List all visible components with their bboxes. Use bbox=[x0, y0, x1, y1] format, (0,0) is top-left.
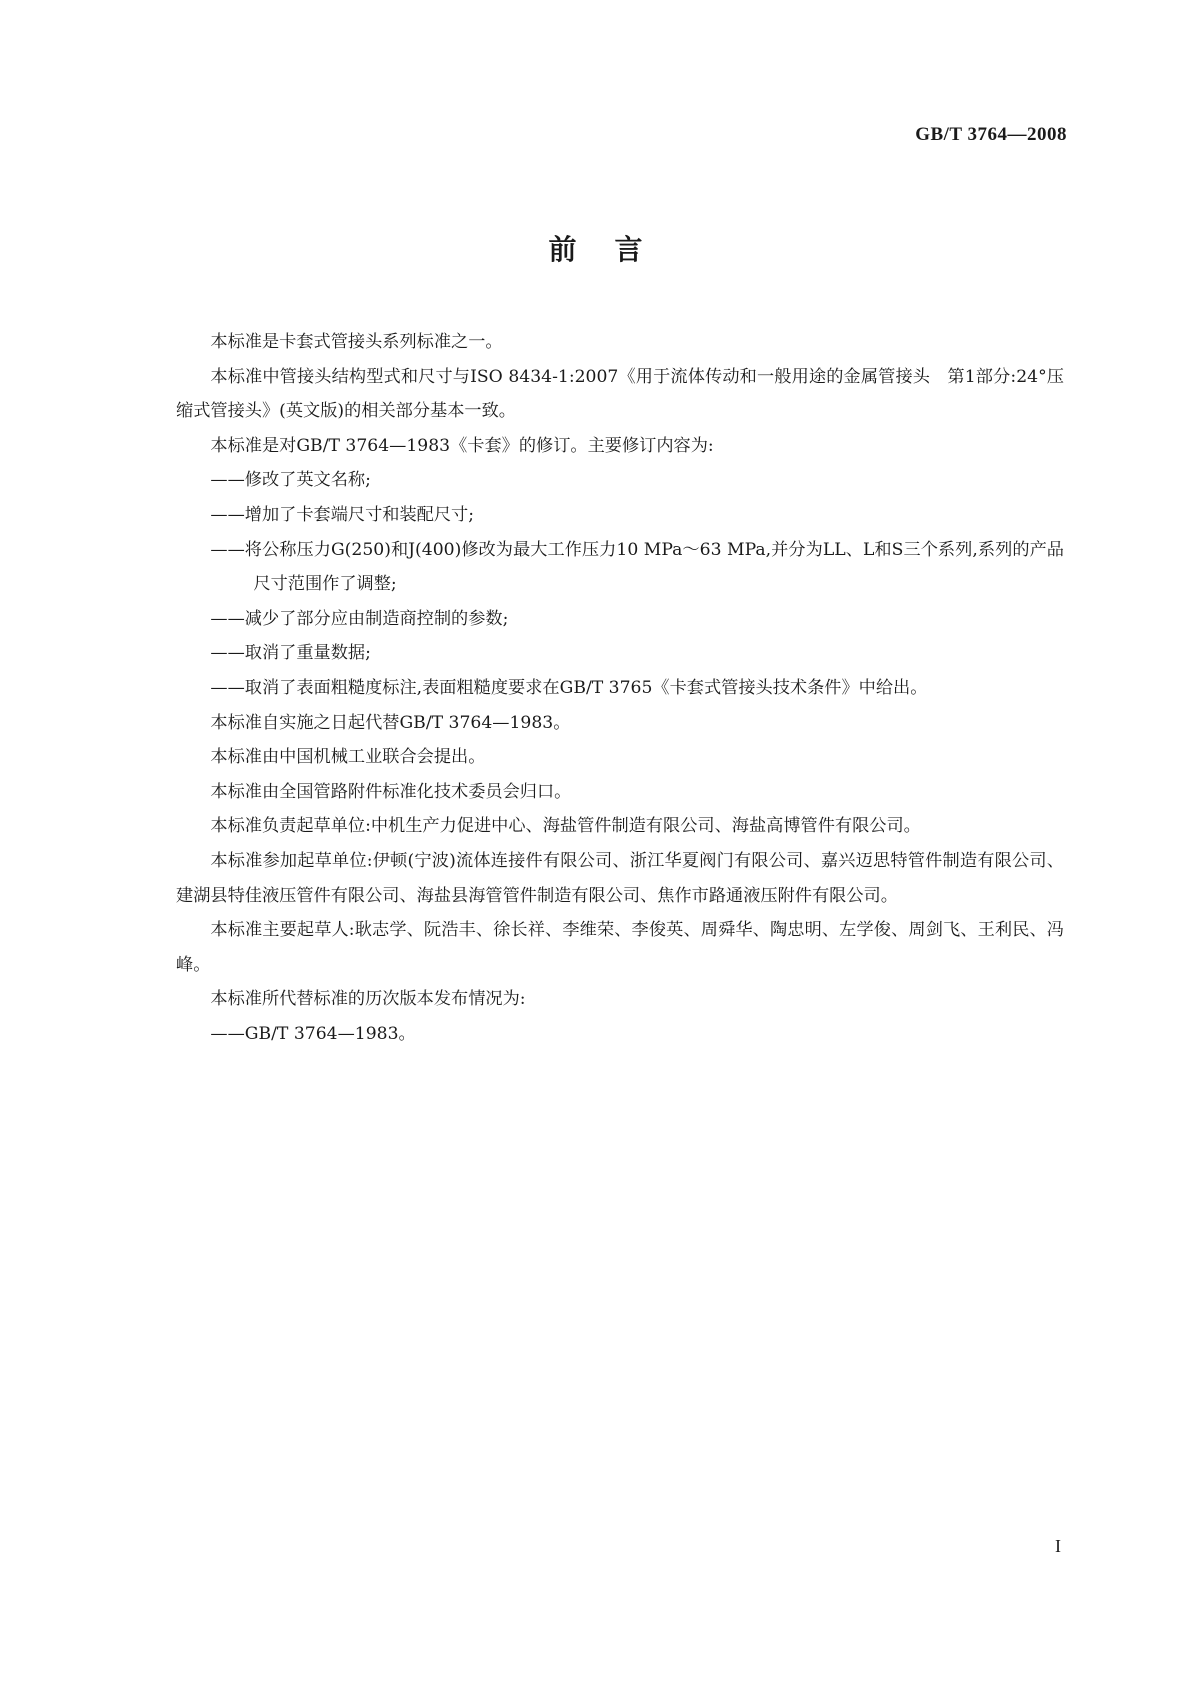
paragraph-centralized-by: 本标准由全国管路附件标准化技术委员会归口。 bbox=[210, 781, 572, 802]
foreword-body bbox=[176, 325, 1064, 1051]
page-number: I bbox=[1055, 1536, 1061, 1556]
revision-item: ——修改了英文名称; bbox=[210, 470, 371, 491]
paragraph-revision-intro: 本标准是对GB/T 3764—1983《卡套》的修订。主要修订内容为: bbox=[210, 435, 714, 456]
paragraph-drafting-unit: 本标准负责起草单位:中机生产力促进中心、海盐管件制造有限公司、海盐高博管件有限公司。 bbox=[210, 816, 921, 837]
paragraph-iso-equivalence: 本标准中管接头结构型式和尺寸与ISO 8434-1:2007《用于流体传动和一般用途的金属管接头 第1部分:24°压缩式管接头》(英文版)的相关部分基本一致。 bbox=[176, 366, 1064, 422]
revision-item: ——减少了部分应由制造商控制的参数; bbox=[210, 608, 509, 629]
paragraph-participating-units: 本标准参加起草单位:伊顿(宁波)流体连接件有限公司、浙江华夏阀门有限公司、嘉兴迈思特管件制造有限公司、建湖县特佳液压管件有限公司、海盐县海管管件制造有限公司、焦作市路通液压附件有限公司。 bbox=[176, 850, 1064, 906]
standard-code: GB/T 3764—2008 bbox=[915, 124, 1067, 145]
revision-item: ——将公称压力G(250)和J(400)修改为最大工作压力10 MPa～63 MPa,并分为LL、L和S三个系列,系列的产品尺寸范围作了调整; bbox=[210, 539, 1064, 595]
revision-item: ——取消了重量数据; bbox=[210, 643, 371, 664]
revision-item: ——增加了卡套端尺寸和装配尺寸; bbox=[210, 504, 474, 525]
history-item: ——GB/T 3764—1983。 bbox=[210, 1023, 416, 1044]
page-title: 前言 bbox=[548, 233, 681, 266]
paragraph-proposed-by: 本标准由中国机械工业联合会提出。 bbox=[210, 747, 486, 768]
paragraph-drafters: 本标准主要起草人:耿志学、阮浩丰、徐长祥、李维荣、李俊英、周舜华、陶忠明、左学俊、周剑飞、王利民、冯峰。 bbox=[176, 920, 1064, 975]
paragraph-history-intro: 本标准所代替标准的历次版本发布情况为: bbox=[210, 989, 526, 1010]
paragraph-replaces: 本标准自实施之日起代替GB/T 3764—1983。 bbox=[210, 712, 571, 733]
paragraph-series: 本标准是卡套式管接头系列标准之一。 bbox=[210, 332, 503, 352]
revision-item: ——取消了表面粗糙度标注,表面粗糙度要求在GB/T 3765《卡套式管接头技术条件》中给出。 bbox=[210, 677, 928, 698]
